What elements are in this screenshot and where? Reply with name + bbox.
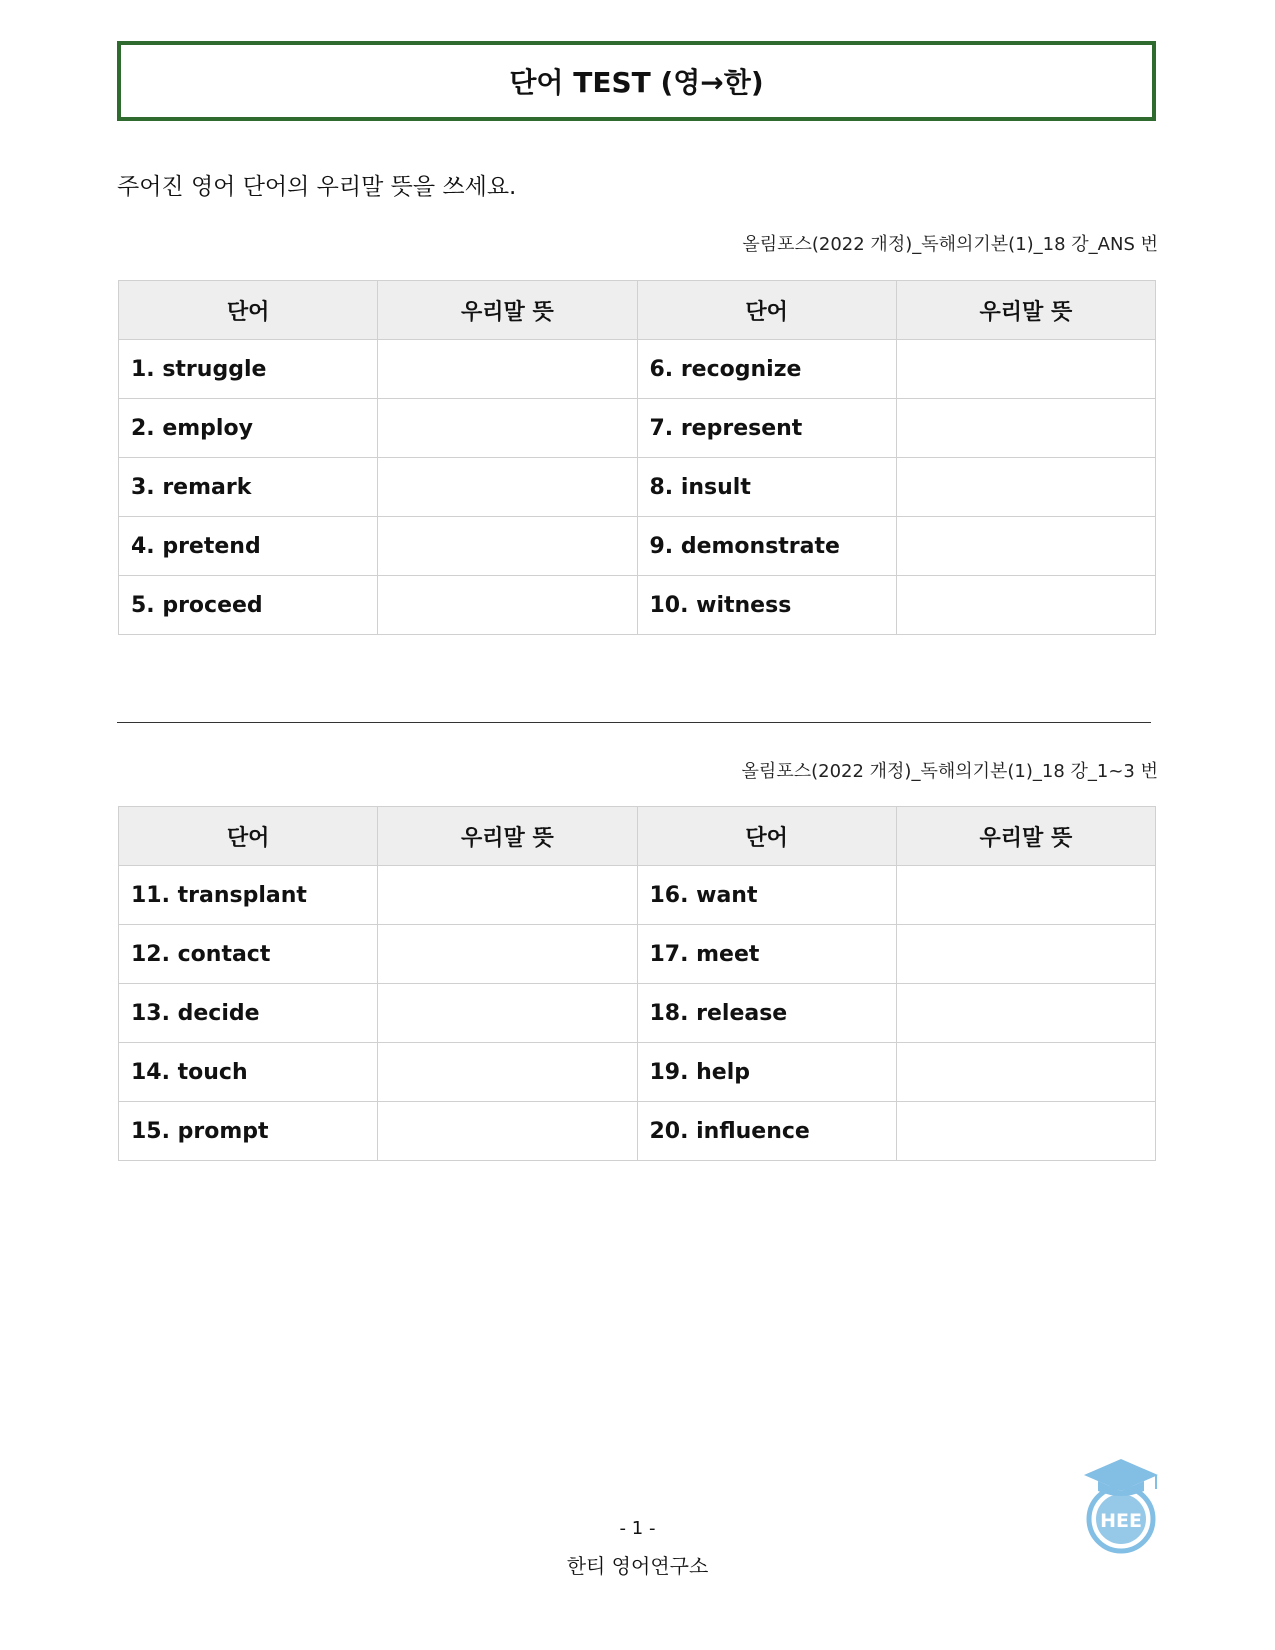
word-cell: 5. proceed: [119, 576, 378, 635]
vocab-table-1: [118, 280, 1156, 635]
word-cell: 11. transplant: [119, 866, 378, 925]
table-row: [119, 399, 1156, 458]
word-cell: 1. struggle: [119, 340, 378, 399]
word-cell: 18. release: [637, 984, 896, 1043]
answer-cell[interactable]: [896, 340, 1155, 399]
table-row: [119, 925, 1156, 984]
page-number: - 1 -: [619, 1518, 656, 1539]
table-row: [119, 576, 1156, 635]
table-row: [119, 1043, 1156, 1102]
word-cell: 17. meet: [637, 925, 896, 984]
answer-cell[interactable]: [378, 340, 637, 399]
answer-cell[interactable]: [896, 984, 1155, 1043]
column-header-word: 단어: [637, 281, 896, 340]
logo-text: HEE: [1100, 1510, 1142, 1532]
answer-cell[interactable]: [378, 517, 637, 576]
table-row: [119, 458, 1156, 517]
answer-cell[interactable]: [896, 458, 1155, 517]
word-cell: 3. remark: [119, 458, 378, 517]
table-row: [119, 517, 1156, 576]
word-cell: 12. contact: [119, 925, 378, 984]
column-header-meaning: 우리말 뜻: [896, 807, 1155, 866]
table-row: [119, 984, 1156, 1043]
answer-cell[interactable]: [896, 576, 1155, 635]
answer-cell[interactable]: [378, 576, 637, 635]
column-header-meaning: 우리말 뜻: [378, 807, 637, 866]
word-cell: 7. represent: [637, 399, 896, 458]
source-label-1: 올림포스(2022 개정)_독해의기본(1)_18 강_ANS 번: [742, 234, 1158, 255]
column-header-word: 단어: [119, 807, 378, 866]
answer-cell[interactable]: [896, 399, 1155, 458]
instruction-text: 주어진 영어 단어의 우리말 뜻을 쓰세요.: [117, 174, 517, 200]
word-cell: 13. decide: [119, 984, 378, 1043]
word-cell: 16. want: [637, 866, 896, 925]
answer-cell[interactable]: [378, 925, 637, 984]
graduation-cap-icon: [1084, 1459, 1158, 1496]
section-divider: [117, 722, 1151, 723]
column-header-word: 단어: [119, 281, 378, 340]
word-cell: 6. recognize: [637, 340, 896, 399]
answer-cell[interactable]: [378, 984, 637, 1043]
word-cell: 19. help: [637, 1043, 896, 1102]
word-cell: 10. witness: [637, 576, 896, 635]
page-title: 단어 TEST (영→한): [509, 66, 764, 99]
hee-logo: [1078, 1455, 1164, 1555]
answer-cell[interactable]: [378, 866, 637, 925]
table-row: [119, 340, 1156, 399]
answer-cell[interactable]: [378, 1043, 637, 1102]
answer-cell[interactable]: [378, 1102, 637, 1161]
source-label-2: 올림포스(2022 개정)_독해의기본(1)_18 강_1~3 번: [741, 761, 1158, 782]
answer-cell[interactable]: [896, 866, 1155, 925]
word-cell: 15. prompt: [119, 1102, 378, 1161]
word-cell: 2. employ: [119, 399, 378, 458]
answer-cell[interactable]: [896, 1043, 1155, 1102]
answer-cell[interactable]: [896, 925, 1155, 984]
word-cell: 20. influence: [637, 1102, 896, 1161]
table-row: [119, 866, 1156, 925]
footer-organization: 한티 영어연구소: [566, 1554, 709, 1578]
table-row: [119, 1102, 1156, 1161]
vocab-table-2: [118, 806, 1156, 1161]
word-cell: 14. touch: [119, 1043, 378, 1102]
table-header-row: [119, 281, 1156, 340]
page-title-box: [117, 41, 1156, 121]
word-cell: 9. demonstrate: [637, 517, 896, 576]
column-header-meaning: 우리말 뜻: [378, 281, 637, 340]
word-cell: 4. pretend: [119, 517, 378, 576]
answer-cell[interactable]: [896, 517, 1155, 576]
column-header-word: 단어: [637, 807, 896, 866]
table-header-row: [119, 807, 1156, 866]
column-header-meaning: 우리말 뜻: [896, 281, 1155, 340]
word-cell: 8. insult: [637, 458, 896, 517]
answer-cell[interactable]: [378, 399, 637, 458]
answer-cell[interactable]: [896, 1102, 1155, 1161]
answer-cell[interactable]: [378, 458, 637, 517]
